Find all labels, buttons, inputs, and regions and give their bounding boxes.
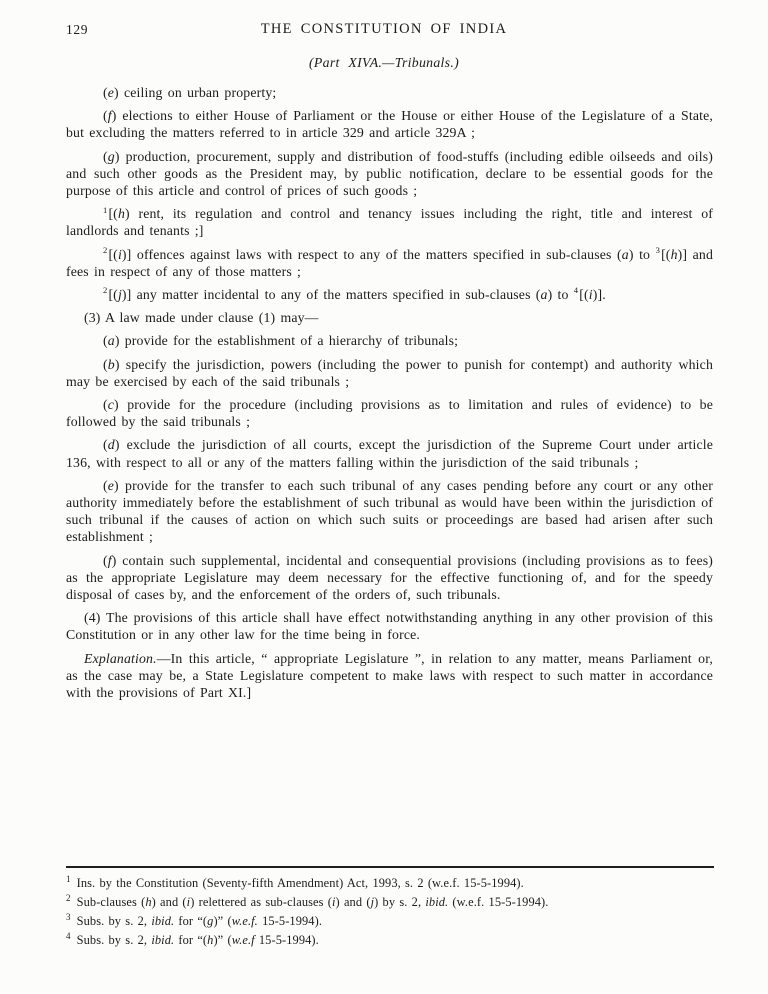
paragraph: (b) specify the jurisdiction, powers (including the power to punish for contempt) and authority which may be exercised by each of the said tribunals ; — [66, 356, 713, 389]
footnote-marker: 4 — [66, 930, 71, 941]
paragraph: $^1$[(h) rent, its regulation and control and tenancy issues including the right, title and interest of landlords and tenants ;] — [66, 204, 713, 239]
page-number: 129 — [66, 22, 89, 37]
article-body — [66, 84, 713, 701]
footnote — [66, 931, 714, 950]
footnote — [66, 893, 714, 912]
paragraph: $^2$[(j)] any matter incidental to any of the matters specified in sub-clauses (a) to $^4$[(i)]. — [103, 285, 606, 303]
footnote-reference: 2 — [103, 285, 108, 296]
paragraph: (d) exclude the jurisdiction of all courts, except the jurisdiction of the Supreme Court under article 136, with respect to all or any of the matters falling within the jurisdiction of the said tribunals ; — [66, 437, 713, 470]
footnote-text: Sub-clauses (h) and (i) relettered as sub-clauses (i) and (j) by s. 2, ibid. (w.e.f. 15-5-1994). — [76, 895, 549, 909]
footnote — [66, 874, 714, 893]
paragraph: (3) A law made under clause (1) may— — [84, 310, 319, 326]
footnote-marker: 2 — [66, 892, 71, 903]
paragraph: (f) contain such supplemental, incidental and consequential provisions (including provisions as to fees) as the appropriate Legislature may deem necessary for the effective functioning of, and for the speedy disposal of cases by, and the enforcement of the orders of, such tribunals. — [66, 552, 713, 603]
footnote-reference: 3 — [655, 245, 661, 256]
footnotes-section — [66, 866, 714, 950]
footnote-reference: 1 — [103, 204, 108, 215]
footnotes-list — [66, 874, 714, 950]
footnote-marker: 3 — [66, 911, 71, 922]
footnote-rule — [66, 866, 714, 868]
footnote-text: Subs. by s. 2, ibid. for “(h)” (w.e.f 15-5-1994). — [76, 933, 319, 947]
footnote-text: Ins. by the Constitution (Seventy-fifth Amendment) Act, 1993, s. 2 (w.e.f. 15-5-1994). — [76, 876, 524, 890]
footnote-text: Subs. by s. 2, ibid. for “(g)” (w.e.f. 15-5-1994). — [76, 914, 323, 928]
page-title: THE CONSTITUTION OF INDIA — [260, 21, 508, 37]
footnote-reference: 4 — [573, 285, 579, 296]
paragraph: $^2$[(i)] offences against laws with respect to any of the matters specified in sub-clauses (a) to $^3$[(h)] and fees in respect of any of those matters ; — [66, 245, 713, 279]
paragraph: (g) production, procurement, supply and distribution of food-stuffs (including edible oilseeds and oils) and such other goods as the President may, by public notification, declare to be essential goods for the purpose of this article and control of prices of such goods ; — [66, 148, 713, 199]
footnote-reference: 2 — [103, 245, 108, 256]
paragraph: (e) provide for the transfer to each such tribunal of any cases pending before any court or any other authority immediately before the establishment of such tribunal as would have been within the jurisdiction of such tribunal if the causes of action on which such suits or proceedings are based had arisen after such establishment ; — [66, 477, 713, 545]
paragraph: (e) ceiling on urban property; — [103, 85, 277, 100]
paragraph: (4) The provisions of this article shall have effect notwithstanding anything in any other provision of this Constitution or in any other law for the time being in force. — [66, 610, 713, 643]
footnote — [66, 912, 714, 931]
paragraph: (f) elections to either House of Parliament or the House or either House of the Legislature of a State, but excluding the matters referred to in article 329 and article 329A ; — [66, 108, 713, 141]
paragraph: Explanation.—In this article, “ appropriate Legislature ”, in relation to any matter, means Parliament or, as the case may be, a State Legislature competent to make laws with respect to such matter in accordance with the provisions of Part XI.] — [66, 650, 713, 701]
page-header — [0, 21, 768, 39]
part-subtitle: (Part XIVA.—Tribunals.) — [309, 55, 459, 70]
paragraph: (c) provide for the procedure (including provisions as to limitation and rules of evidence) to be followed by the said tribunals ; — [66, 397, 713, 430]
footnote-marker: 1 — [66, 873, 71, 884]
paragraph: (a) provide for the establishment of a hierarchy of tribunals; — [103, 333, 459, 349]
